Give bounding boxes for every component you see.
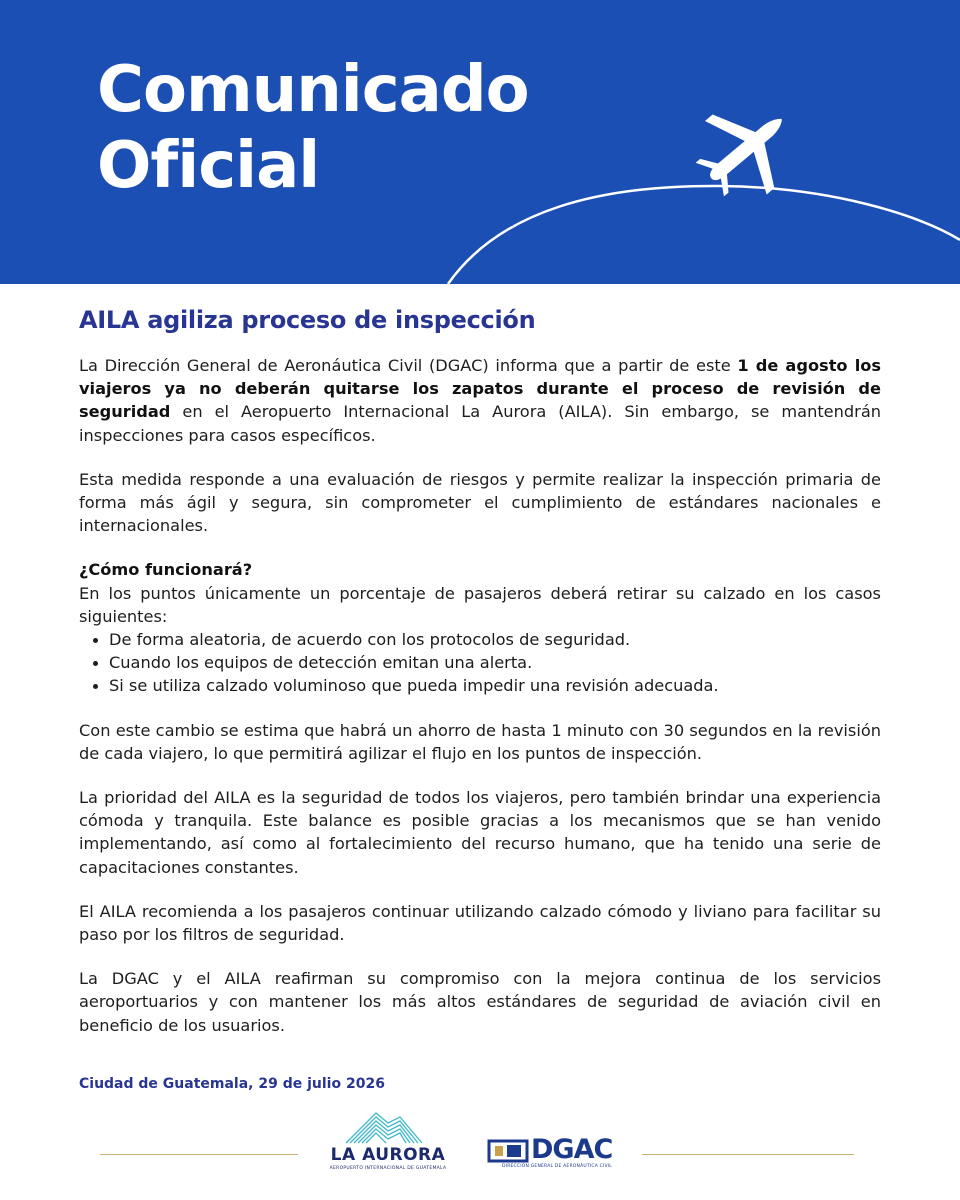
footer-divider-right bbox=[642, 1154, 854, 1155]
intro-text-bold: 1 de agosto los viajeros ya no deberán quitarse los zapatos durante el proceso de revisión de seguridad bbox=[79, 356, 881, 422]
dgac-emblem-icon bbox=[487, 1136, 529, 1164]
paragraph-priority: La prioridad del AILA es la seguridad de todos los viajeros, pero también brindar una experiencia cómoda y tranquila. Este balance es posible gracias a los mecanismos que se han venido implementando, así como al fortalecimiento del recurso humano, que ha tenido una serie de capacitaciones constantes. bbox=[79, 788, 881, 877]
list-item: Si se utiliza calzado voluminoso que pueda impedir una revisión adecuada. bbox=[93, 674, 881, 697]
intro-text-end: en el Aeropuerto Internacional La Aurora (AILA). Sin embargo, se mantendrán inspecciones para casos específicos. bbox=[79, 402, 881, 445]
article-headline: AILA agiliza proceso de inspección bbox=[79, 306, 536, 334]
paragraph-time-savings: Con este cambio se estima que habrá un ahorro de hasta 1 minuto con 30 segundos en la revisión de cada viajero, lo que permitirá agilizar el flujo en los puntos de inspección. bbox=[79, 720, 881, 763]
aurora-logo-name: LA AURORA bbox=[330, 1145, 446, 1165]
dgac-logo bbox=[487, 1136, 627, 1172]
dgac-logo-subtitle: DIRECCIÓN GENERAL DE AERONÁUTICA CIVIL bbox=[502, 1164, 612, 1169]
paragraph-commitment: La DGAC y el AILA reafirman su compromiso con la mejora continua de los servicios aeroportuarios y con mantener los más altos estándares de seguridad de aviación civil en beneficio de los usuarios. bbox=[79, 969, 881, 1035]
aurora-logo-subtitle: AEROPUERTO INTERNACIONAL DE GUATEMALA bbox=[329, 1166, 447, 1171]
page-title bbox=[97, 52, 529, 204]
intro-text-start: La Dirección General de Aeronáutica Civil (DGAC) informa que a partir de este bbox=[79, 356, 738, 375]
section-subheading: ¿Cómo funcionará? bbox=[79, 560, 253, 580]
paragraph-measure: Esta medida responde a una evaluación de riesgos y permite realizar la inspección primaria de forma más ágil y segura, sin comprometer el cumplimiento de estándares nacionales e internacionales. bbox=[79, 469, 881, 536]
list-item: Cuando los equipos de detección emitan una alerta. bbox=[93, 651, 881, 674]
title-line-1: Comunicado bbox=[97, 53, 529, 127]
paragraph-intro bbox=[79, 354, 881, 447]
paragraph-recommendation: El AILA recomienda a los pasajeros continuar utilizando calzado cómodo y liviano para facilitar su paso por los filtros de seguridad. bbox=[79, 901, 881, 945]
la-aurora-logo bbox=[324, 1105, 452, 1177]
header-banner bbox=[0, 0, 960, 284]
title-line-2: Oficial bbox=[97, 129, 320, 203]
list-item: De forma aleatoria, de acuerdo con los protocolos de seguridad. bbox=[93, 628, 881, 651]
cases-list bbox=[79, 628, 881, 698]
aurora-waves-icon bbox=[324, 1105, 452, 1145]
article-body bbox=[79, 300, 881, 1058]
dateline: Ciudad de Guatemala, 29 de julio 2026 bbox=[79, 1076, 385, 1092]
airplane-icon bbox=[679, 82, 813, 216]
dgac-logo-name: DGAC bbox=[531, 1134, 613, 1165]
footer-divider-left bbox=[100, 1154, 298, 1155]
paragraph-how-it-works: En los puntos únicamente un porcentaje de pasajeros deberá retirar su calzado en los casos siguientes: bbox=[79, 583, 881, 626]
